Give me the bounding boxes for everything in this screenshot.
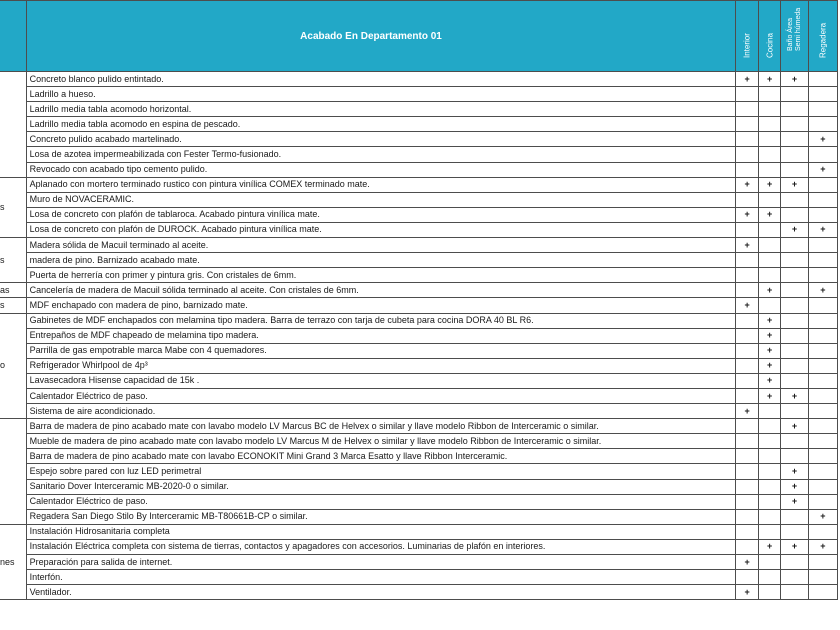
check-mark-cell: + xyxy=(781,72,808,87)
check-mark-cell xyxy=(808,313,837,328)
check-mark-cell: + xyxy=(736,555,758,570)
check-mark-cell: + xyxy=(736,404,758,419)
table-row xyxy=(0,404,838,419)
check-mark-cell xyxy=(758,162,780,177)
table-row xyxy=(0,419,838,434)
column-label-regadera: Regadera xyxy=(818,22,828,58)
description-cell: Losa de azotea impermeabilizada con Fester Termo-fusionado. xyxy=(26,147,736,162)
check-mark-cell xyxy=(781,162,808,177)
check-mark-cell: + xyxy=(758,539,780,554)
check-mark-cell: + xyxy=(736,238,758,253)
check-mark-cell xyxy=(781,132,808,147)
check-mark-cell xyxy=(736,343,758,358)
check-mark-cell xyxy=(736,192,758,207)
check-mark-cell xyxy=(736,570,758,585)
check-mark-cell: + xyxy=(781,494,808,509)
check-mark-cell: + xyxy=(736,72,758,87)
check-mark-cell xyxy=(736,253,758,268)
check-mark-cell xyxy=(808,147,837,162)
description-cell: Concreto blanco pulido entintado. xyxy=(26,72,736,87)
check-mark-cell xyxy=(736,434,758,449)
column-header-bano xyxy=(781,1,808,72)
table-row xyxy=(0,494,838,509)
table-row xyxy=(0,283,838,298)
check-mark-cell xyxy=(808,494,837,509)
check-mark-cell xyxy=(758,404,780,419)
table-row xyxy=(0,207,838,222)
table-row xyxy=(0,177,838,192)
check-mark-cell xyxy=(781,117,808,132)
check-mark-cell xyxy=(781,253,808,268)
description-cell: Aplanado con mortero terminado rustico con pintura vinílica COMEX terminado mate. xyxy=(26,177,736,192)
check-mark-cell xyxy=(808,207,837,222)
check-mark-cell xyxy=(758,555,780,570)
description-cell: MDF enchapado con madera de pino, barnizado mate. xyxy=(26,298,736,313)
check-mark-cell xyxy=(808,464,837,479)
category-cell: s xyxy=(0,298,26,313)
check-mark-cell xyxy=(808,524,837,539)
check-mark-cell xyxy=(781,404,808,419)
table-row xyxy=(0,253,838,268)
check-mark-cell: + xyxy=(736,585,758,600)
description-cell: Mueble de madera de pino acabado mate con lavabo modelo LV Marcus M de Helvex o similar y llave modelo Ribbon de Interceramic o similar. xyxy=(26,434,736,449)
description-cell: Espejo sobre pared con luz LED perimetral xyxy=(26,464,736,479)
column-label-bano: Baño Área Semi húmeda xyxy=(786,7,802,51)
check-mark-cell xyxy=(758,268,780,283)
check-mark-cell xyxy=(736,283,758,298)
table-row xyxy=(0,222,838,237)
check-mark-cell xyxy=(758,87,780,102)
check-mark-cell xyxy=(758,419,780,434)
check-mark-cell: + xyxy=(808,509,837,524)
table-row xyxy=(0,449,838,464)
table-row xyxy=(0,373,838,388)
check-mark-cell: + xyxy=(781,479,808,494)
check-mark-cell: + xyxy=(758,313,780,328)
check-mark-cell xyxy=(808,479,837,494)
check-mark-cell: + xyxy=(758,207,780,222)
check-mark-cell xyxy=(736,479,758,494)
check-mark-cell xyxy=(781,268,808,283)
check-mark-cell xyxy=(736,373,758,388)
check-mark-cell xyxy=(781,207,808,222)
check-mark-cell xyxy=(758,132,780,147)
table-row xyxy=(0,539,838,554)
table-row xyxy=(0,524,838,539)
check-mark-cell xyxy=(808,449,837,464)
check-mark-cell xyxy=(781,449,808,464)
check-mark-cell xyxy=(736,162,758,177)
table-row xyxy=(0,268,838,283)
check-mark-cell: + xyxy=(758,177,780,192)
check-mark-cell xyxy=(758,509,780,524)
check-mark-cell xyxy=(758,479,780,494)
check-mark-cell xyxy=(808,419,837,434)
description-cell: Parrilla de gas empotrable marca Mabe con 4 quemadores. xyxy=(26,343,736,358)
category-cell: s xyxy=(0,177,26,237)
description-cell: Losa de concreto con plafón de DUROCK. Acabado pintura vinílica mate. xyxy=(26,222,736,237)
table-row xyxy=(0,313,838,328)
check-mark-cell xyxy=(758,192,780,207)
header-row xyxy=(0,1,838,72)
description-cell: Calentador Eléctrico de paso. xyxy=(26,388,736,403)
table-row xyxy=(0,117,838,132)
check-mark-cell xyxy=(736,117,758,132)
description-cell: Preparación para salida de internet. xyxy=(26,555,736,570)
column-header-interior xyxy=(736,1,758,72)
check-mark-cell xyxy=(736,388,758,403)
check-mark-cell: + xyxy=(758,373,780,388)
check-mark-cell xyxy=(758,464,780,479)
check-mark-cell xyxy=(781,192,808,207)
description-cell: Losa de concreto con plafón de tablaroca. Acabado pintura vinílica mate. xyxy=(26,207,736,222)
check-mark-cell: + xyxy=(781,464,808,479)
check-mark-cell xyxy=(808,72,837,87)
table-row xyxy=(0,162,838,177)
description-cell: Puerta de herrería con primer y pintura gris. Con cristales de 6mm. xyxy=(26,268,736,283)
description-cell: Barra de madera de pino acabado mate con lavabo ECONOKIT Mini Grand 3 Marca Esatto y llave Ribbon Interceramic. xyxy=(26,449,736,464)
table-row xyxy=(0,464,838,479)
check-mark-cell xyxy=(808,298,837,313)
check-mark-cell xyxy=(758,585,780,600)
table-row xyxy=(0,479,838,494)
check-mark-cell xyxy=(758,117,780,132)
check-mark-cell xyxy=(808,404,837,419)
check-mark-cell xyxy=(781,343,808,358)
check-mark-cell xyxy=(758,449,780,464)
column-label-cocina: Cocina xyxy=(765,33,775,58)
description-cell: Calentador Eléctrico de paso. xyxy=(26,494,736,509)
description-cell: Ventilador. xyxy=(26,585,736,600)
check-mark-cell xyxy=(736,328,758,343)
table-row xyxy=(0,509,838,524)
check-mark-cell xyxy=(736,509,758,524)
description-cell: Ladrillo media tabla acomodo en espina de pescado. xyxy=(26,117,736,132)
description-cell: madera de pino. Barnizado acabado mate. xyxy=(26,253,736,268)
description-cell: Interfón. xyxy=(26,570,736,585)
check-mark-cell xyxy=(808,343,837,358)
description-cell: Regadera San Diego Stilo By Interceramic MB-T80661B-CP o similar. xyxy=(26,509,736,524)
check-mark-cell xyxy=(736,147,758,162)
check-mark-cell xyxy=(758,434,780,449)
check-mark-cell xyxy=(736,222,758,237)
header-corner-cell xyxy=(0,1,26,72)
check-mark-cell: + xyxy=(758,72,780,87)
table-row xyxy=(0,555,838,570)
check-mark-cell xyxy=(781,570,808,585)
description-cell: Madera sólida de Macuil terminado al aceite. xyxy=(26,238,736,253)
check-mark-cell xyxy=(808,358,837,373)
check-mark-cell xyxy=(736,494,758,509)
description-cell: Ladrillo media tabla acomodo horizontal. xyxy=(26,102,736,117)
check-mark-cell xyxy=(781,328,808,343)
table-row xyxy=(0,192,838,207)
check-mark-cell: + xyxy=(781,222,808,237)
table-row xyxy=(0,72,838,87)
check-mark-cell xyxy=(808,555,837,570)
description-cell: Refrigerador Whirlpool de 4p³ xyxy=(26,358,736,373)
check-mark-cell xyxy=(758,253,780,268)
check-mark-cell xyxy=(781,358,808,373)
check-mark-cell xyxy=(808,373,837,388)
check-mark-cell xyxy=(736,313,758,328)
check-mark-cell xyxy=(758,494,780,509)
check-mark-cell xyxy=(808,253,837,268)
check-mark-cell xyxy=(808,570,837,585)
check-mark-cell xyxy=(736,539,758,554)
check-mark-cell xyxy=(781,434,808,449)
table-row xyxy=(0,343,838,358)
check-mark-cell xyxy=(736,87,758,102)
check-mark-cell xyxy=(781,373,808,388)
check-mark-cell: + xyxy=(808,162,837,177)
column-header-regadera xyxy=(808,1,837,72)
check-mark-cell xyxy=(736,102,758,117)
check-mark-cell xyxy=(781,524,808,539)
check-mark-cell xyxy=(808,388,837,403)
column-header-cocina xyxy=(758,1,780,72)
check-mark-cell xyxy=(781,147,808,162)
check-mark-cell xyxy=(808,177,837,192)
check-mark-cell xyxy=(781,238,808,253)
description-cell: Ladrillo a hueso. xyxy=(26,87,736,102)
check-mark-cell xyxy=(758,147,780,162)
category-cell: o xyxy=(0,313,26,419)
table-row xyxy=(0,298,838,313)
check-mark-cell: + xyxy=(781,419,808,434)
check-mark-cell xyxy=(808,328,837,343)
description-cell: Concreto pulido acabado martelinado. xyxy=(26,132,736,147)
table-row xyxy=(0,102,838,117)
check-mark-cell xyxy=(781,313,808,328)
description-cell: Revocado con acabado tipo cemento pulido. xyxy=(26,162,736,177)
description-cell: Instalación Eléctrica completa con sistema de tierras, contactos y apagadores con accesorios. Luminarias de plafón en interiores. xyxy=(26,539,736,554)
table-body xyxy=(0,1,838,600)
check-mark-cell: + xyxy=(758,343,780,358)
table-row xyxy=(0,358,838,373)
table-row xyxy=(0,585,838,600)
description-cell: Entrepaños de MDF chapeado de melamina tipo madera. xyxy=(26,328,736,343)
description-cell: Instalación Hidrosanitaria completa xyxy=(26,524,736,539)
check-mark-cell: + xyxy=(808,539,837,554)
check-mark-cell xyxy=(736,524,758,539)
category-cell xyxy=(0,419,26,525)
check-mark-cell xyxy=(758,102,780,117)
check-mark-cell: + xyxy=(781,539,808,554)
check-mark-cell xyxy=(736,358,758,373)
check-mark-cell xyxy=(781,87,808,102)
check-mark-cell xyxy=(808,117,837,132)
check-mark-cell xyxy=(808,87,837,102)
check-mark-cell: + xyxy=(808,283,837,298)
check-mark-cell xyxy=(758,524,780,539)
check-mark-cell xyxy=(736,419,758,434)
category-cell: nes xyxy=(0,524,26,599)
check-mark-cell xyxy=(758,238,780,253)
check-mark-cell xyxy=(808,238,837,253)
table-row xyxy=(0,87,838,102)
check-mark-cell xyxy=(808,102,837,117)
check-mark-cell xyxy=(781,585,808,600)
check-mark-cell xyxy=(808,268,837,283)
check-mark-cell: + xyxy=(736,207,758,222)
check-mark-cell: + xyxy=(736,298,758,313)
check-mark-cell xyxy=(781,102,808,117)
table-row xyxy=(0,388,838,403)
check-mark-cell xyxy=(808,192,837,207)
table-row xyxy=(0,132,838,147)
description-cell: Gabinetes de MDF enchapados con melamina tipo madera. Barra de terrazo con tarja de cubeta para cocina DORA 40 BL R6. xyxy=(26,313,736,328)
check-mark-cell xyxy=(808,585,837,600)
check-mark-cell xyxy=(758,222,780,237)
check-mark-cell xyxy=(781,509,808,524)
check-mark-cell xyxy=(736,132,758,147)
description-cell: Sanitario Dover Interceramic MB-2020-0 o similar. xyxy=(26,479,736,494)
check-mark-cell xyxy=(736,449,758,464)
check-mark-cell: + xyxy=(808,132,837,147)
table-row xyxy=(0,238,838,253)
description-cell: Lavasecadora Hisense capacidad de 15k . xyxy=(26,373,736,388)
description-cell: Muro de NOVACERAMIC. xyxy=(26,192,736,207)
check-mark-cell: + xyxy=(758,328,780,343)
check-mark-cell: + xyxy=(781,388,808,403)
check-mark-cell xyxy=(781,555,808,570)
table-row xyxy=(0,328,838,343)
check-mark-cell xyxy=(758,298,780,313)
check-mark-cell: + xyxy=(736,177,758,192)
column-label-interior: Interior xyxy=(742,33,752,58)
check-mark-cell xyxy=(758,570,780,585)
table-row xyxy=(0,434,838,449)
description-cell: Barra de madera de pino acabado mate con lavabo modelo LV Marcus BC de Helvex o similar y llave modelo Ribbon de Interceramic o similar. xyxy=(26,419,736,434)
table-title: Acabado En Departamento 01 xyxy=(26,1,736,72)
table-row xyxy=(0,147,838,162)
check-mark-cell: + xyxy=(758,388,780,403)
description-cell: Sistema de aire acondicionado. xyxy=(26,404,736,419)
check-mark-cell xyxy=(781,283,808,298)
category-cell xyxy=(0,72,26,178)
check-mark-cell: + xyxy=(808,222,837,237)
check-mark-cell: + xyxy=(758,283,780,298)
table-row xyxy=(0,570,838,585)
description-cell: Cancelería de madera de Macuil sólida terminado al aceite. Con cristales de 6mm. xyxy=(26,283,736,298)
check-mark-cell xyxy=(781,298,808,313)
check-mark-cell: + xyxy=(758,358,780,373)
check-mark-cell: + xyxy=(781,177,808,192)
category-cell: as xyxy=(0,283,26,298)
check-mark-cell xyxy=(736,464,758,479)
category-cell: s xyxy=(0,238,26,283)
check-mark-cell xyxy=(736,268,758,283)
check-mark-cell xyxy=(808,434,837,449)
